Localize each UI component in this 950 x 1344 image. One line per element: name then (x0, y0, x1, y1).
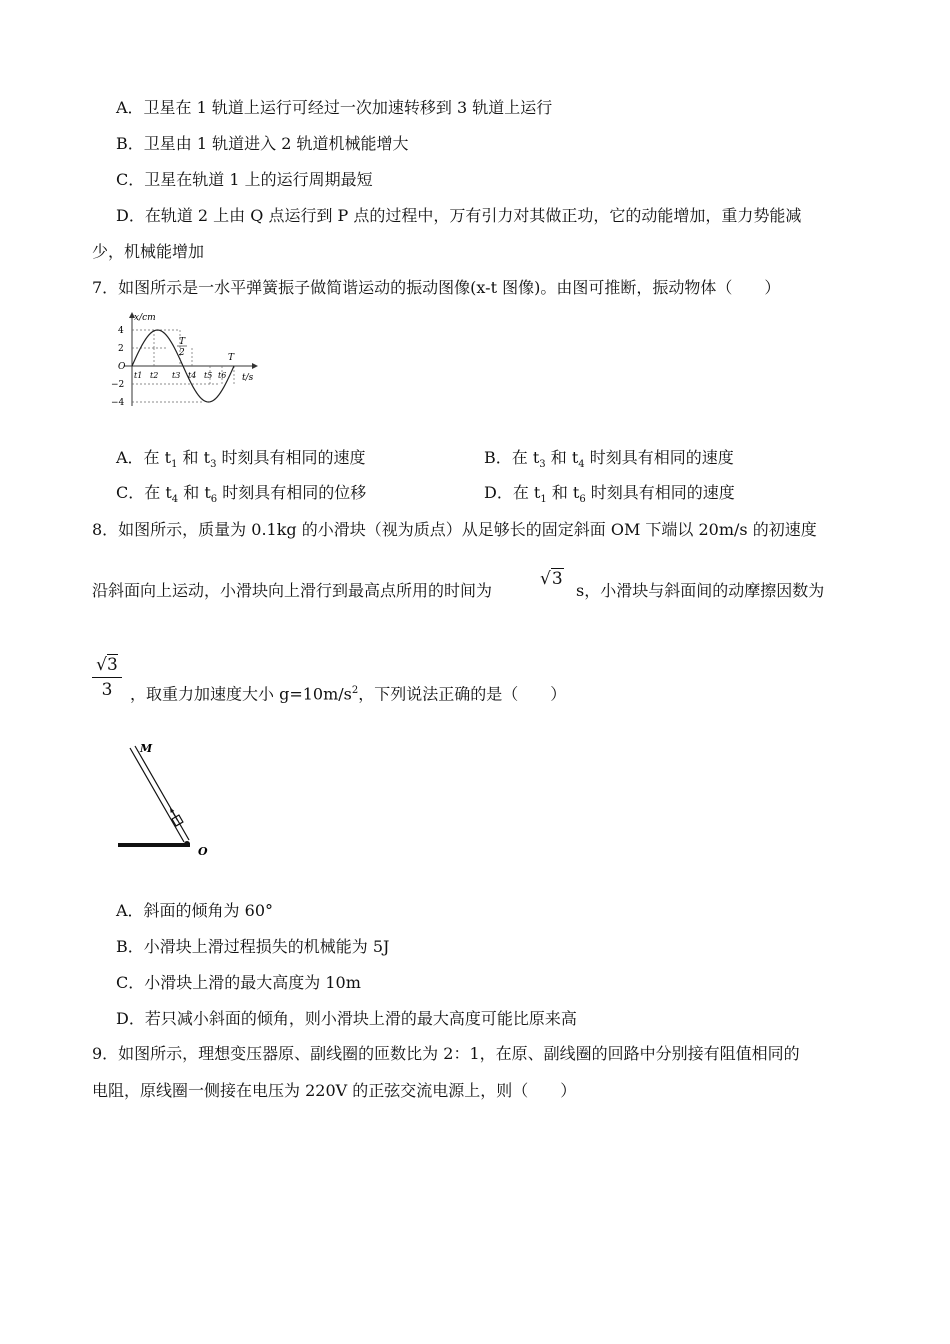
q7-half-period-num: T (179, 337, 186, 347)
q8-label-o: O (198, 845, 208, 858)
q8-incline-figure (110, 738, 220, 862)
q8-option-a: A．斜面的倾角为 60° (116, 901, 274, 920)
q7-xt-graph (110, 308, 270, 408)
q7-xtick-t4: t4 (188, 371, 197, 380)
q7-xtick-t5: t5 (204, 371, 213, 380)
q8-label-m: M (140, 742, 153, 755)
q8-option-d: D．若只减小斜面的倾角，则小滑块上滑的最大高度可能比原来高 (116, 1009, 577, 1028)
q7-xtick-t3: t3 (172, 371, 181, 380)
q7-xtick-t1: t1 (134, 371, 143, 380)
q7-option-b: B．在 $t_3$ 和 $t_4$ 时刻具有相同的速度 (484, 448, 734, 471)
q7-option-c: C．在 $t_4$ 和 $t_6$ 时刻具有相同的位移 (116, 483, 367, 506)
q6-option-a: A．卫星在 1 轨道上运行可经过一次加速转移到 3 轨道上运行 (116, 98, 553, 117)
q8-stem-line1: 8．如图所示，质量为 0.1kg 的小滑块（视为质点）从足够长的固定斜面 OM 下端以 20m/s 的初速度 (92, 520, 817, 539)
q7-stem: 7．如图所示是一水平弹簧振子做简谐运动的振动图像(x-t 图像)。由图可推断，振动物体（ ） (92, 278, 781, 297)
q9-stem-line2: 电阻，原线圈一侧接在电压为 220V 的正弦交流电源上，则（ ） (92, 1081, 577, 1100)
q7-ytick-neg2: −2 (111, 380, 125, 390)
q9-stem-line1: 9．如图所示，理想变压器原、副线圈的匝数比为 2：1，在原、副线圈的回路中分别接有阻值相同的 (92, 1044, 800, 1063)
q7-option-a: A．在 $t_1$ 和 $t_3$ 时刻具有相同的速度 (116, 448, 366, 471)
q7-ytick-neg4: −4 (111, 398, 125, 408)
q8-option-c: C．小滑块上滑的最大高度为 10m (116, 973, 361, 992)
q8-stem-line3: ，取重力加速度大小 $g=10m/s^2$，下列说法正确的是（ ） (130, 684, 567, 704)
q7-graph-xlabel: t/s (242, 373, 254, 383)
q6-option-b: B．卫星由 1 轨道进入 2 轨道机械能增大 (116, 134, 409, 153)
q8-stem-line2-cont: s，小滑块与斜面间的动摩擦因数为 (576, 581, 825, 600)
q7-xtick-t2: t2 (150, 371, 159, 380)
q7-ytick-4: 4 (118, 326, 124, 336)
q8-stem-line2: 沿斜面向上运动，小滑块向上滑行到最高点所用的时间为 (92, 581, 493, 600)
q7-graph-ylabel: x/cm (134, 313, 156, 323)
q7-xtick-t6: t6 (218, 371, 227, 380)
q6-option-d-cont: 少，机械能增加 (92, 242, 205, 261)
q7-ytick-origin: O (118, 362, 126, 372)
q8-sqrt-time: √3 (540, 569, 563, 589)
q7-period-label: T (228, 353, 235, 363)
q8-option-b: B．小滑块上滑过程损失的机械能为 5J (116, 937, 390, 956)
q6-option-c: C．卫星在轨道 1 上的运行周期最短 (116, 170, 373, 189)
q8-friction-fraction: $\frac{√3}{3}$ (92, 655, 122, 700)
q7-option-d: D．在 $t_1$ 和 $t_6$ 时刻具有相同的速度 (484, 483, 735, 506)
q7-half-period-den: 2 (179, 348, 185, 358)
q6-option-d: D．在轨道 2 上由 Q 点运行到 P 点的过程中，万有引力对其做正功，它的动能增加，重力势能减 (116, 206, 802, 225)
q7-ytick-2: 2 (118, 344, 124, 354)
